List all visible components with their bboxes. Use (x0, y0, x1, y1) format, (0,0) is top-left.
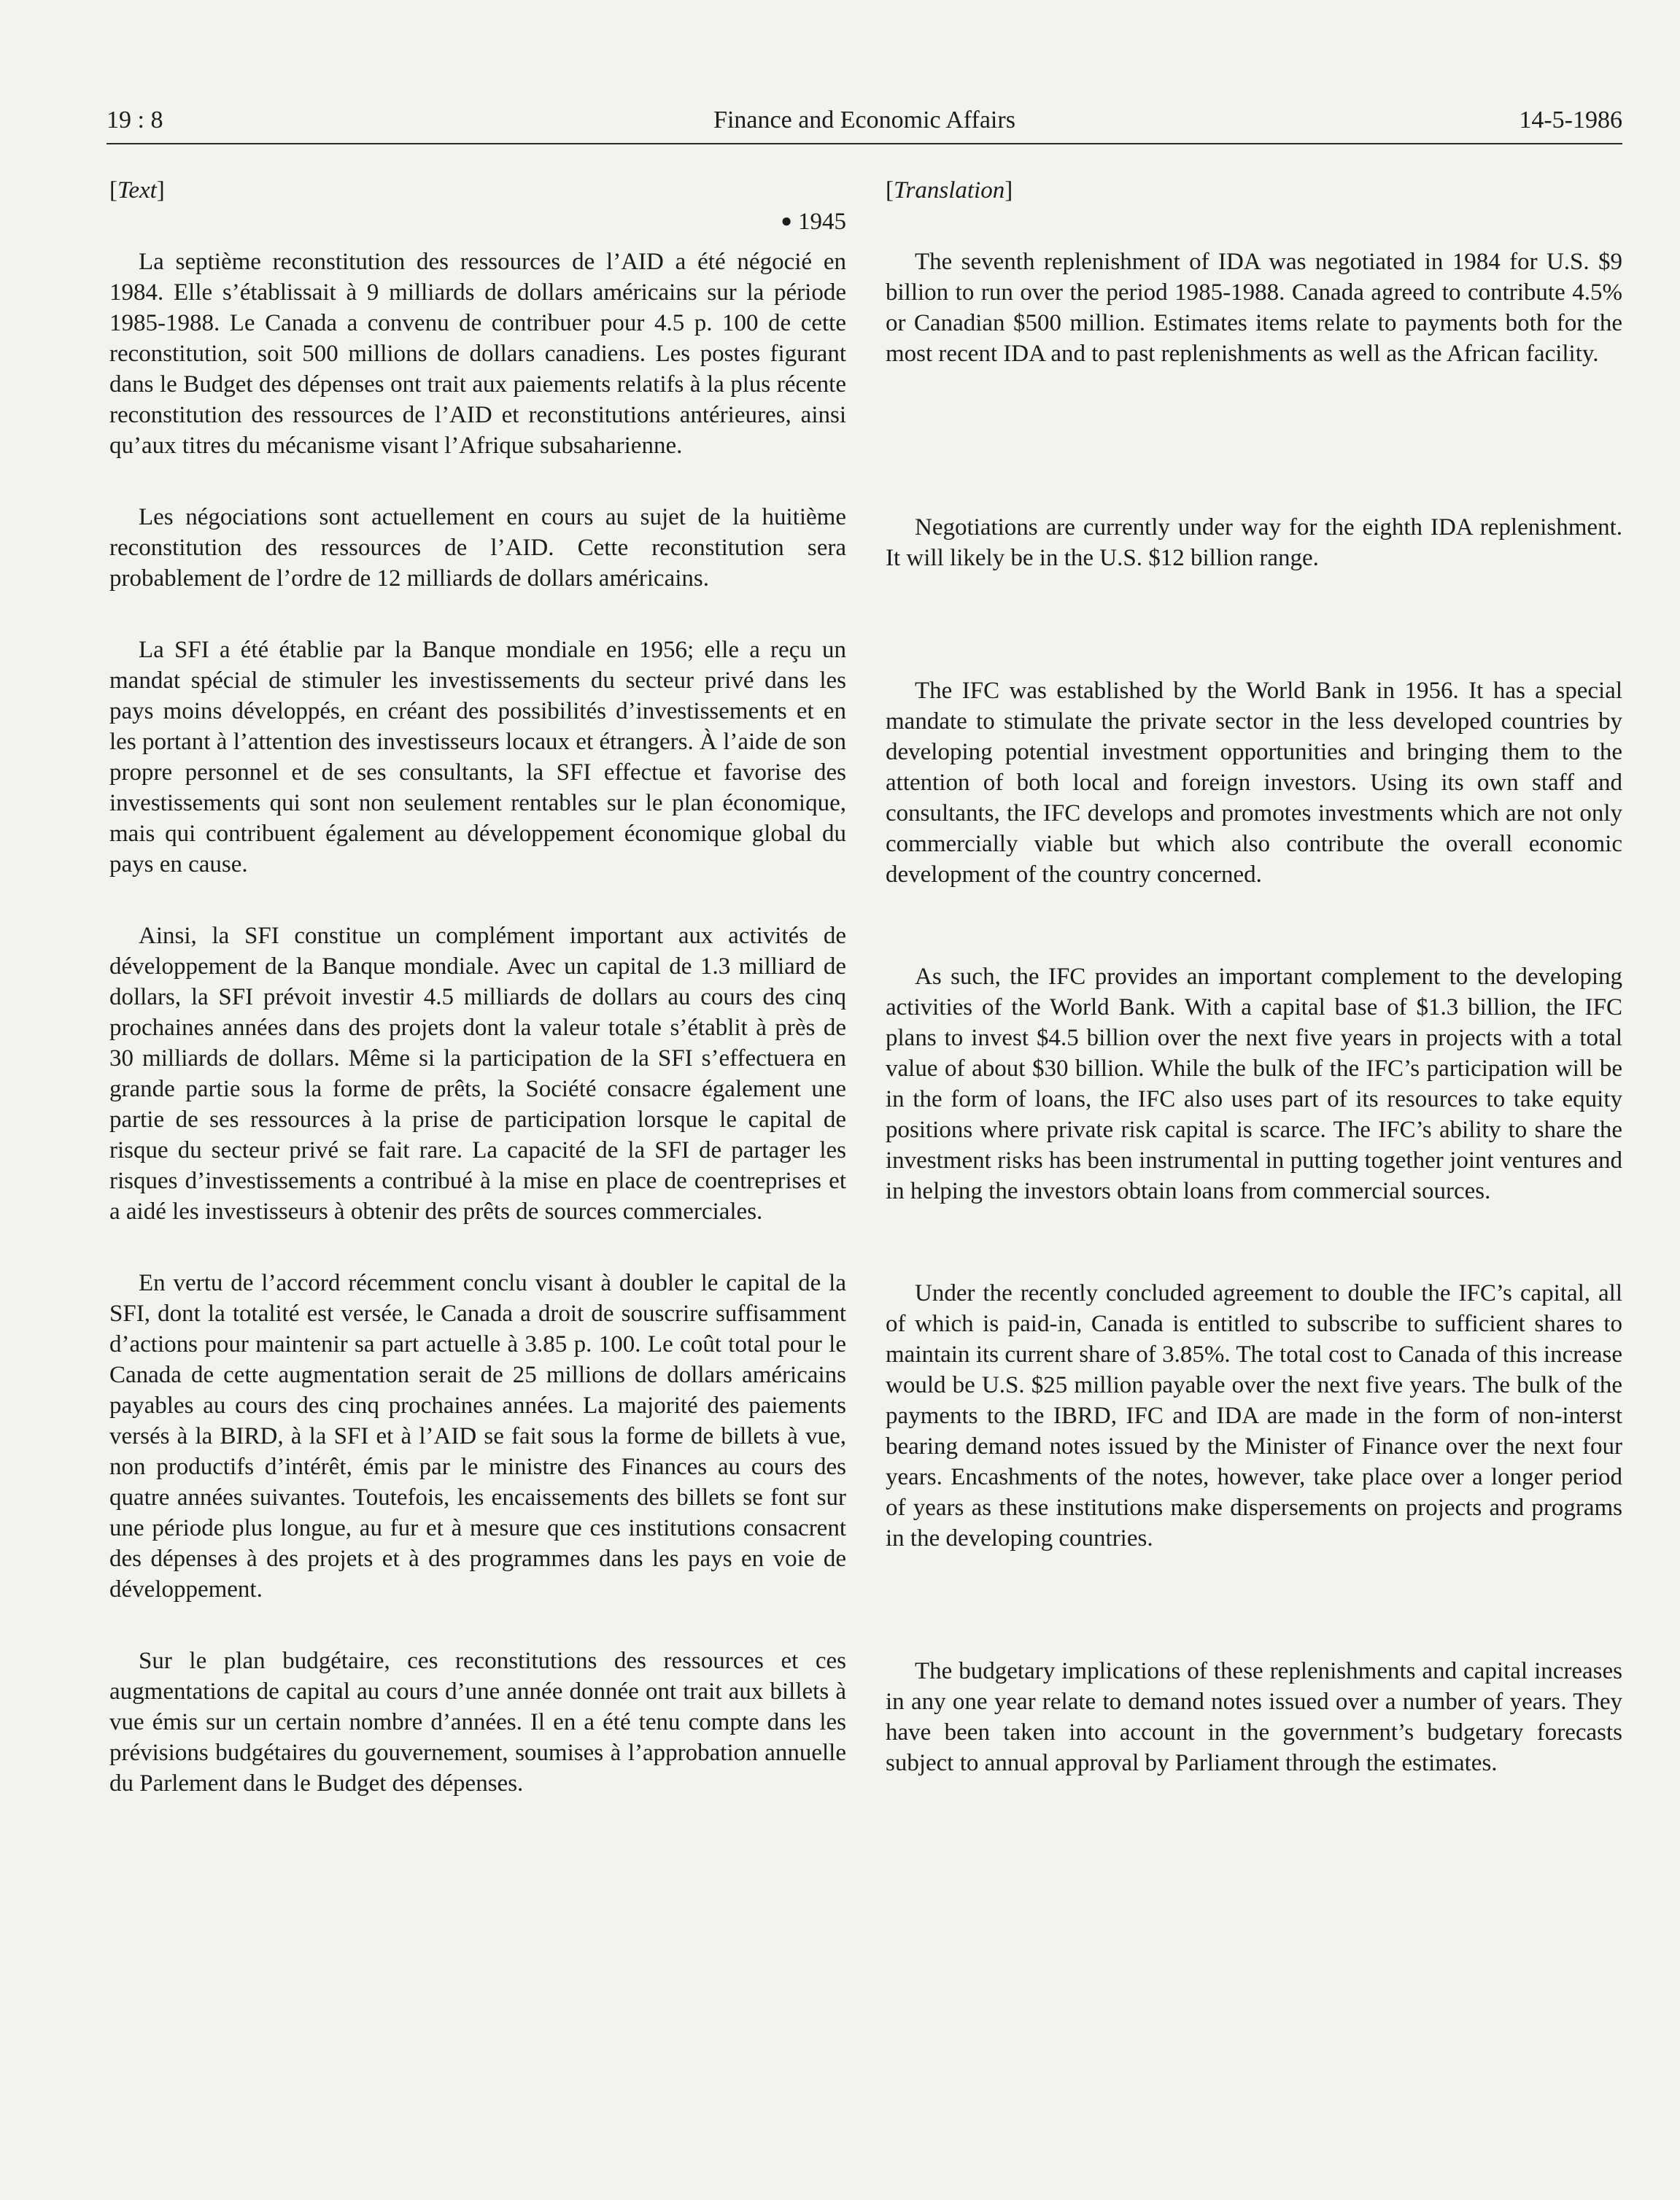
paragraph: The seventh replenishment of IDA was negotiated in 1984 for U.S. $9 billion to run over the period 1985-1988. Canada agreed to contribute 4.5% or Canadian $500 million. Estimates items relate to payments both for the most recent IDA and to past replenishments as well as the African facility. (886, 249, 1622, 367)
right-column-english (886, 175, 1622, 1778)
paragraph: Under the recently concluded agreement to double the IFC’s capital, all of which is paid-in, Canada is entitled to subscribe to sufficient shares to maintain its current share of 3.85%. The total cost to Canada of this increase would be U.S. $25 million payable over the next five years. The bulk of the payments to the IBRD, IFC and IDA are made in the form of non-interst bearing demand notes issued by the Minister of Finance over the next four years. Encashments of the notes, however, take place over a longer period of years as these institutions make dispersements on projects and programs in the developing countries. (886, 1280, 1622, 1552)
time-marker: ● 1945 (781, 209, 846, 235)
header-rule (107, 143, 1622, 144)
section-title: Finance and Economic Affairs (713, 106, 1015, 133)
bullet-icon: ● (781, 210, 792, 231)
paragraph: Ainsi, la SFI constitue un complément important aux activités de développement de la Banque mondiale. Avec un capital de 1.3 milliard de dollars, la SFI prévoit investir 4.5 milliards de dollars au cours des cinq prochaines années dans des projets dont la valeur totale s’établit à près de 30 milliards de dollars. Même si la participation de la SFI s’effectuera en grande partie sous la forme de prêts, la Société consacre également une partie de ses ressources à la prise de participation lorsque le capital de risque du secteur privé se fait rare. La capacité de la SFI de partager les risques d’investissements a contribué à la mise en place de coentreprises et a aidé les investisseurs à obtenir des prêts de sources commerciales. (109, 923, 846, 1225)
column-label-text: [Text] (109, 177, 165, 204)
paragraph: Negotiations are currently under way for the eighth IDA replenishment. It will likely be in the U.S. $12 billion range. (886, 514, 1622, 571)
paragraph: The budgetary implications of these replenishments and capital increases in any one year relate to demand notes issued over a number of years. They have been taken into account in the government’s budgetary forecasts subject to annual approval by Parliament through the estimates. (886, 1658, 1622, 1776)
paragraph: Les négociations sont actuellement en cours au sujet de la huitième reconstitution des ressources de l’AID. Cette reconstitution sera probablement de l’ordre de 12 milliards de dollars américains. (109, 504, 846, 592)
page-header (107, 102, 1622, 140)
page-number: 19 : 8 (107, 106, 163, 133)
paragraph: La SFI a été établie par la Banque mondiale en 1956; elle a reçu un mandat spécial de stimuler les investissements du secteur privé dans les pays moins développés, en créant des possibilités d’investissements et en les portant à l’attention des investisseurs locaux et étrangers. À l’aide de son propre personnel et de ses consultants, la SFI effectue et favorise des investissements qui sont non seulement rentables sur le plan économique, mais qui contribuent également au développement économique global du pays en cause. (109, 637, 846, 878)
paragraph: La septième reconstitution des ressources de l’AID a été négocié en 1984. Elle s’établissait à 9 milliards de dollars américains sur la période 1985-1988. Le Canada a convenu de contribuer pour 4.5 p. 100 de cette reconstitution, soit 500 millions de dollars canadiens. Les postes figurant dans le Budget des dépenses ont trait aux paiements relatifs à la plus récente reconstitution des ressources de l’AID et reconstitutions antérieures, ainsi qu’aux titres du mécanisme visant l’Afrique subsaharienne. (109, 249, 846, 459)
column-label-translation: [Translation] (886, 177, 1013, 204)
paragraph: The IFC was established by the World Bank in 1956. It has a special mandate to stimulate the private sector in the less developed countries by developing potential investment opportunities and bringing them to the attention of both local and foreign investors. Using its own staff and consultants, the IFC develops and promotes investments which are not only commercially viable but which also contribute the overall economic development of the country concerned. (886, 678, 1622, 888)
page-date: 14-5-1986 (1519, 106, 1622, 133)
paragraph: En vertu de l’accord récemment conclu visant à doubler le capital de la SFI, dont la totalité est versée, le Canada a droit de souscrire suffisamment d’actions pour maintenir sa part actuelle à 3.85 p. 100. Le coût total pour le Canada de cette augmentation serait de 25 millions de dollars américains payables au cours des cinq prochaines années. La majorité des paiements versés à la BIRD, à la SFI et à l’AID se fait sous la forme de billets à vue, non productifs d’intérêt, émis par le ministre des Finances au cours des quatre années suivantes. Toutefois, les encaissements des billets se font sur une période plus longue, au fur et à mesure que ces institutions consacrent des dépenses à des projets et à des programmes dans les pays en voie de développement. (109, 1270, 846, 1603)
paragraph: As such, the IFC provides an important complement to the developing activities of the World Bank. With a capital base of $1.3 billion, the IFC plans to invest $4.5 billion over the next five years in projects with a total value of about $30 billion. While the bulk of the IFC’s participation will be in the form of loans, the IFC also uses part of its resources to take equity positions where private risk capital is scarce. The IFC’s ability to share the investment risks has been instrumental in putting together joint ventures and in helping the investors obtain loans from commercial sources. (886, 964, 1622, 1204)
left-column-french (109, 175, 846, 1799)
marker-spacer (886, 206, 1622, 236)
paragraph: Sur le plan budgétaire, ces reconstitutions des ressources et ces augmentations de capital au cours d’une année donnée ont trait aux billets à vue émis sur un certain nombre d’années. Il en a été tenu compte dans les prévisions budgétaires du gouvernement, soumises à l’approbation annuelle du Parlement dans le Budget des dépenses. (109, 1648, 846, 1797)
